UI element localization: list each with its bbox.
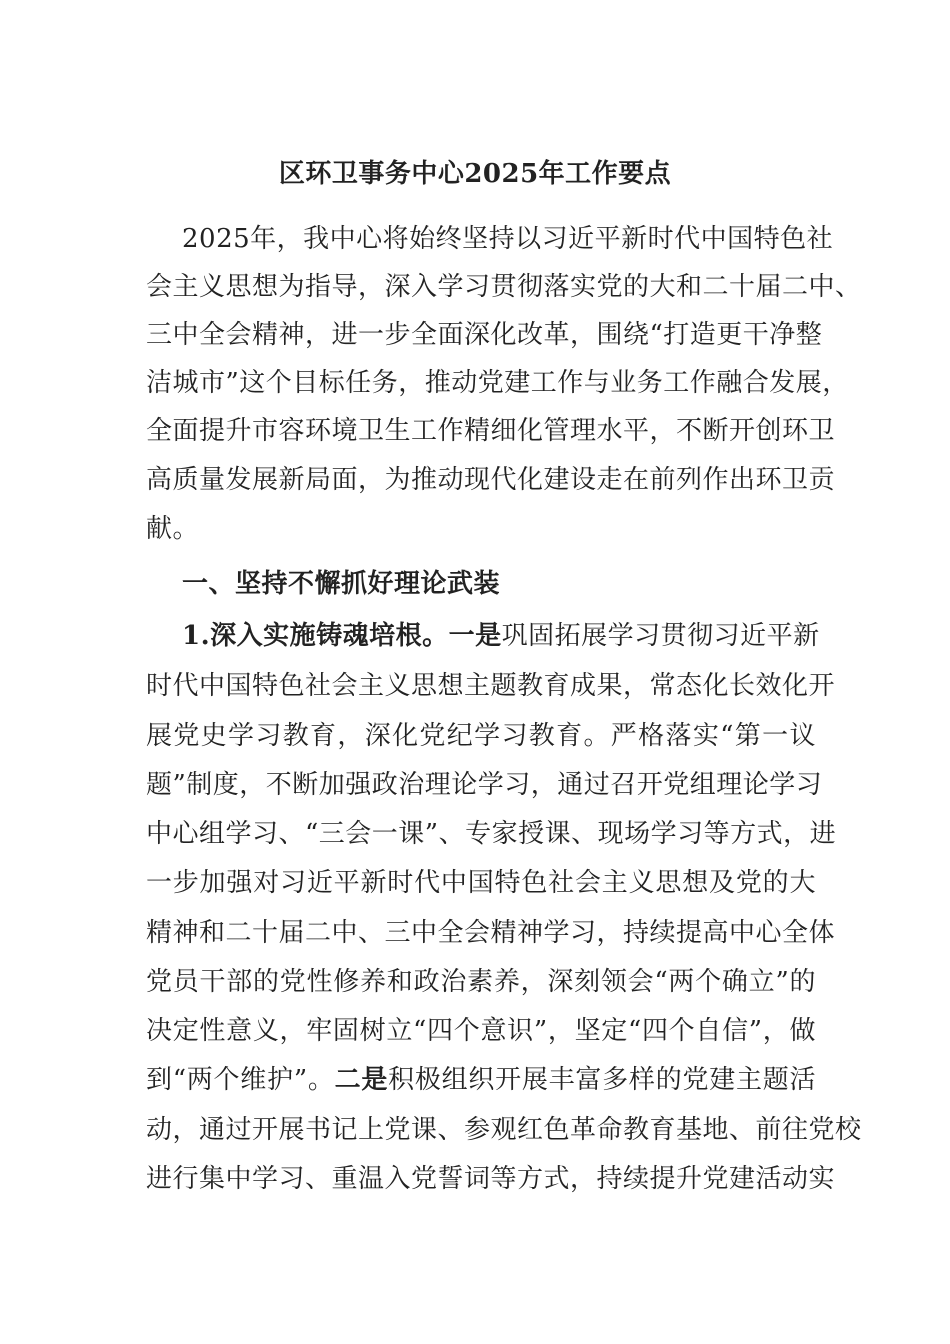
item-1-line-12: 进行集中学习、重温入党誓词等方式，持续提升党建活动实 [146,1164,836,1194]
item-1-line-9: 决定性意义，牢固树立“四个意识”，坚定“四个自信”，做 [146,1016,816,1046]
item-1-line-6: 一步加强对习近平新时代中国特色社会主义思想及党的大 [146,868,816,898]
item-1-heading: 1.深入实施铸魂培根。 [182,621,449,651]
item-1-line-11: 动，通过开展书记上党课、参观红色革命教育基地、前往党校 [146,1115,862,1145]
section-1-heading: 一、坚持不懈抓好理论武装 [182,569,501,599]
item-1-line-7: 精神和二十届二中、三中全会精神学习，持续提高中心全体 [146,918,836,948]
item-1-line-10-start: 到“两个维护”。 [146,1065,335,1095]
item-1-line-1-text: 巩固拓展学习贯彻习近平新 [501,621,820,651]
intro-line-2: 会主义思想为指导，深入学习贯彻落实党的大和二十届二中、 [146,272,862,302]
intro-line-7: 献。 [146,514,200,544]
item-1-marker-second: 二是 [334,1065,389,1095]
item-1-line-10 [146,1060,816,1100]
item-1-line-8: 党员干部的党性修养和政治素养，深刻领会“两个确立”的 [146,967,816,997]
document-title: 区环卫事务中心2025年工作要点 [278,159,672,189]
intro-line-5: 全面提升市容环境卫生工作精细化管理水平，不断开创环卫 [146,416,836,446]
item-1-line-3: 展党史学习教育，深化党纪学习教育。严格落实“第一议 [146,721,816,751]
item-1-line-5: 中心组学习、“三会一课”、专家授课、现场学习等方式，进 [146,819,837,849]
item-1-marker-first: 一是 [448,621,502,651]
item-1-line-1 [182,616,820,656]
intro-line-1: 2025年，我中心将始终坚持以习近平新时代中国特色社 [182,224,834,254]
item-1-line-10-text: 积极组织开展丰富多样的党建主题活 [388,1065,816,1095]
intro-line-6: 高质量发展新局面，为推动现代化建设走在前列作出环卫贡 [146,465,836,495]
intro-line-4: 洁城市”这个目标任务，推动党建工作与业务工作融合发展， [146,368,849,398]
item-1-line-4: 题”制度，不断加强政治理论学习，通过召开党组理论学习 [146,770,823,800]
item-1-line-2: 时代中国特色社会主义思想主题教育成果，常态化长效化开 [146,671,836,701]
intro-line-3: 三中全会精神，进一步全面深化改革，围绕“打造更干净整 [146,320,823,350]
